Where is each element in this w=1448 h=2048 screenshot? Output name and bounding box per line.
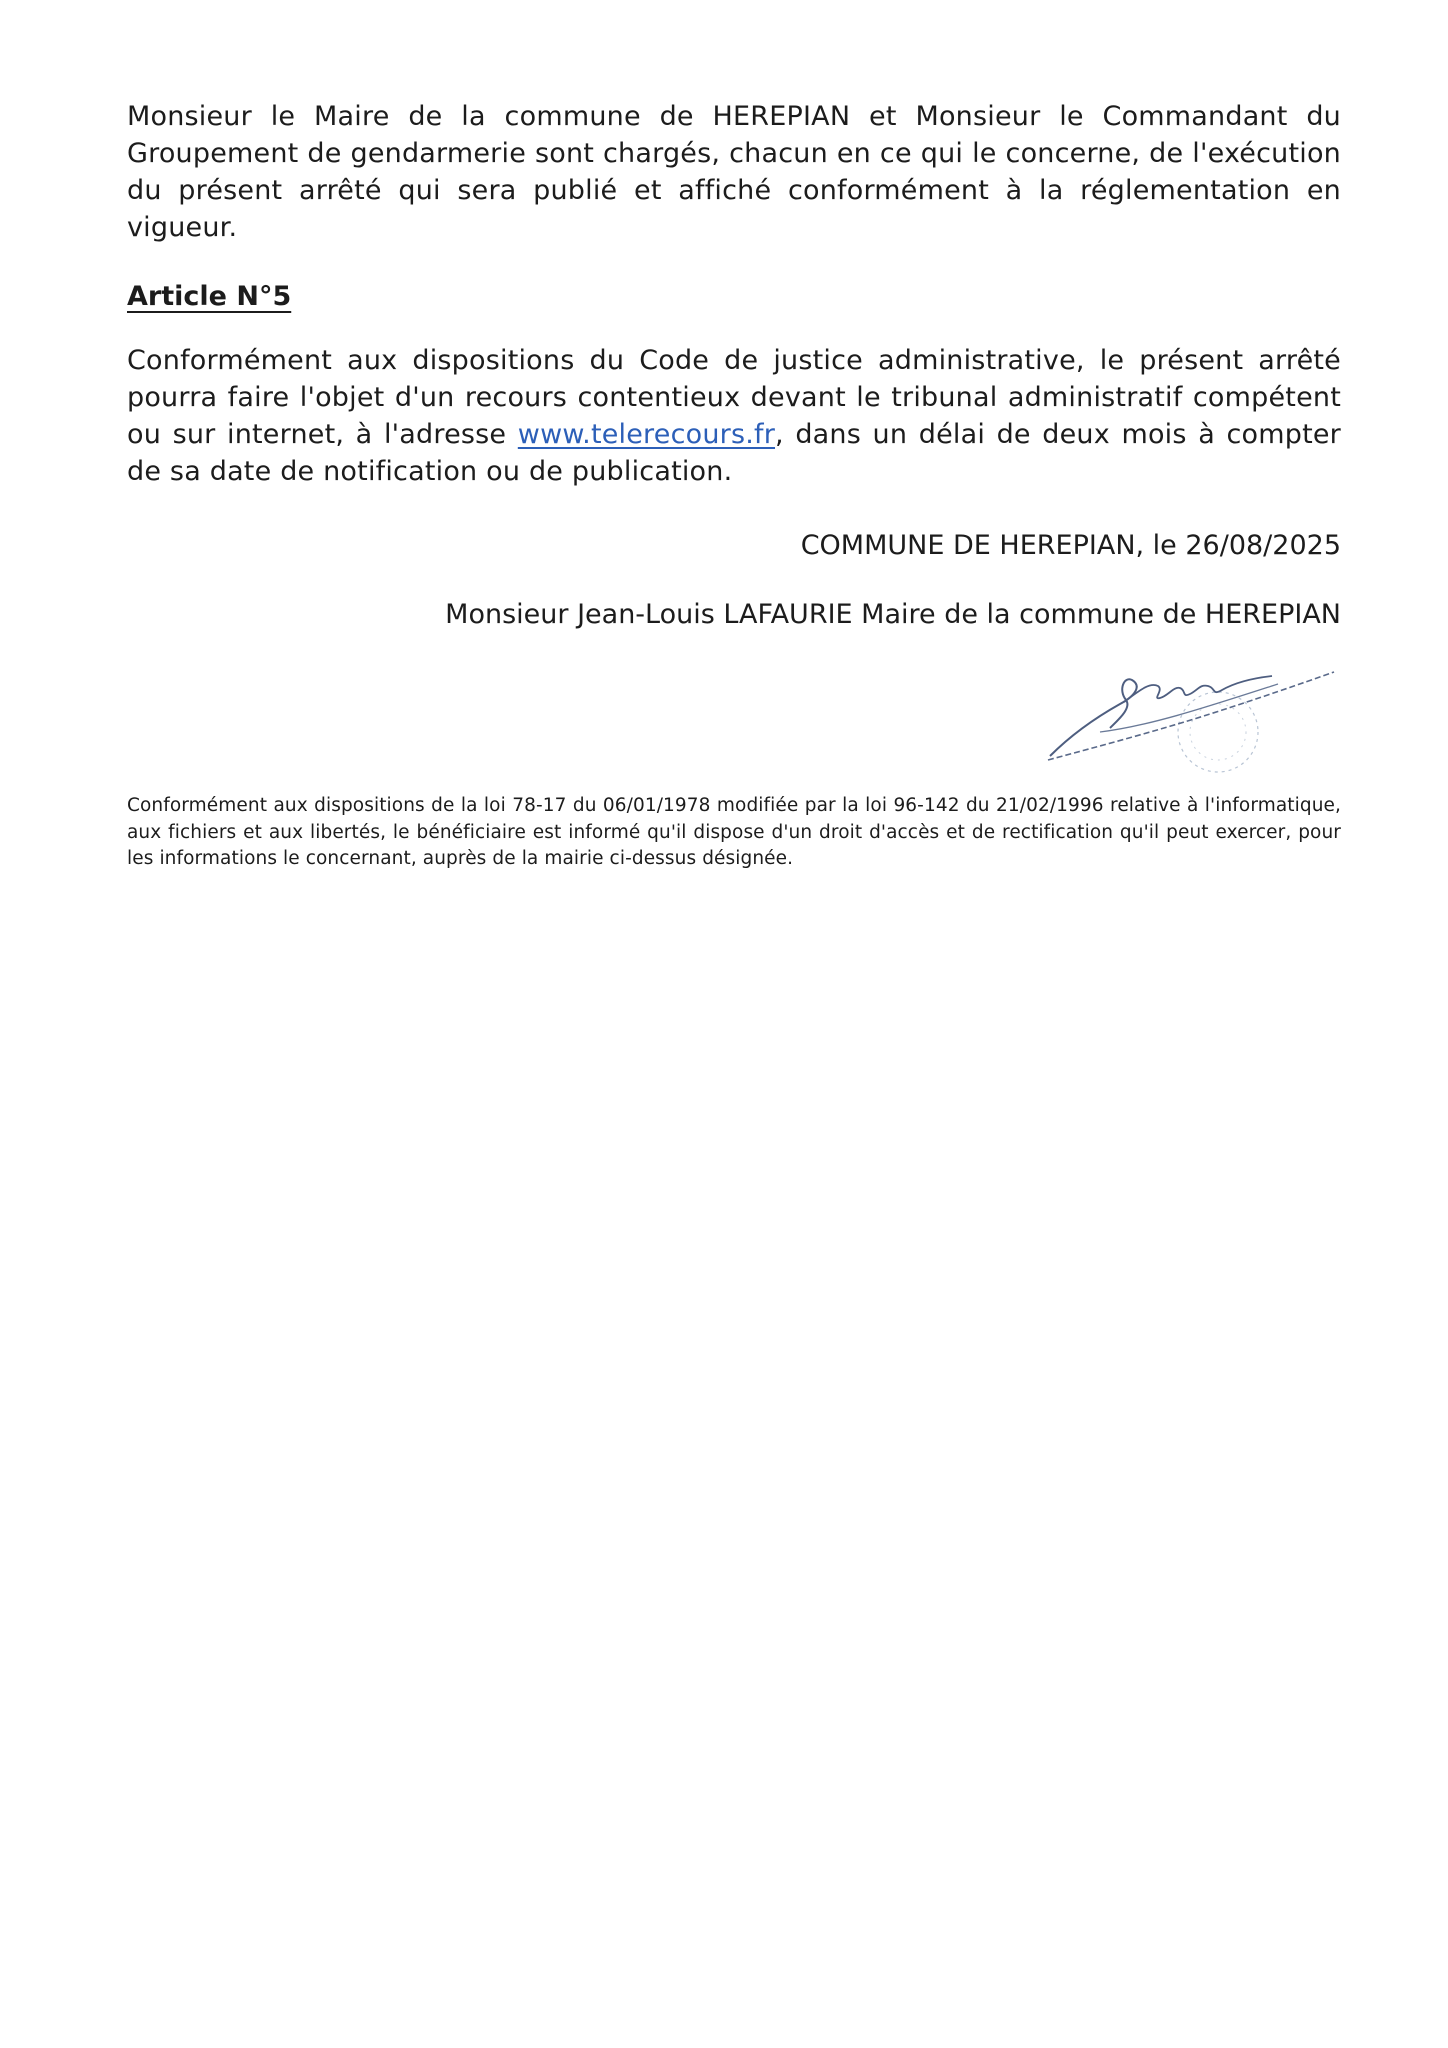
document-body xyxy=(127,98,1341,633)
execution-paragraph: Monsieur le Maire de la commune de HEREPIAN et Monsieur le Commandant du Groupement de gendarmerie sont chargés, chacun en ce qui le concerne, de l'exécution du présent arrêté qui sera publié et affiché conformément à la réglementation en vigueur. xyxy=(127,101,1341,243)
handwritten-signature xyxy=(1040,656,1340,776)
signature-stroke-loop xyxy=(1050,679,1137,756)
signature-stroke-name xyxy=(1124,676,1272,702)
article-5-title: Article N°5 xyxy=(127,281,292,312)
article-5-text-after-link: , dans un délai de deux mois à compter de sa date de notification ou de publication. xyxy=(127,419,1341,487)
stamp-inner-ring xyxy=(1190,704,1246,760)
article-5-paragraph xyxy=(127,342,1341,490)
place-and-date: COMMUNE DE HEREPIAN, le 26/08/2025 xyxy=(800,530,1341,561)
privacy-notice: Conformément aux dispositions de la loi 78-17 du 06/01/1978 modifiée par la loi 96-142 du 21/02/1996 relative à l'informatique, aux fichiers et aux libertés, le bénéficiaire est informé qu'il dispose d'un droit d'accès et de rectification qu'il peut exercer, pour les informations le concernant, auprès de la mairie ci-dessus désignée. xyxy=(127,795,1341,869)
article-5-text-before-link: Conformément aux dispositions du Code de justice administrative, le présent arrêté pourra faire l'objet d'un recours contentieux devant le tribunal administratif compétent ou sur internet, à l'adresse xyxy=(127,345,1341,450)
telerecours-link[interactable]: www.telerecours.fr xyxy=(517,419,776,450)
signature-stroke-long xyxy=(1048,672,1334,760)
signatory-line: Monsieur Jean-Louis LAFAURIE Maire de la commune de HEREPIAN xyxy=(445,599,1341,630)
